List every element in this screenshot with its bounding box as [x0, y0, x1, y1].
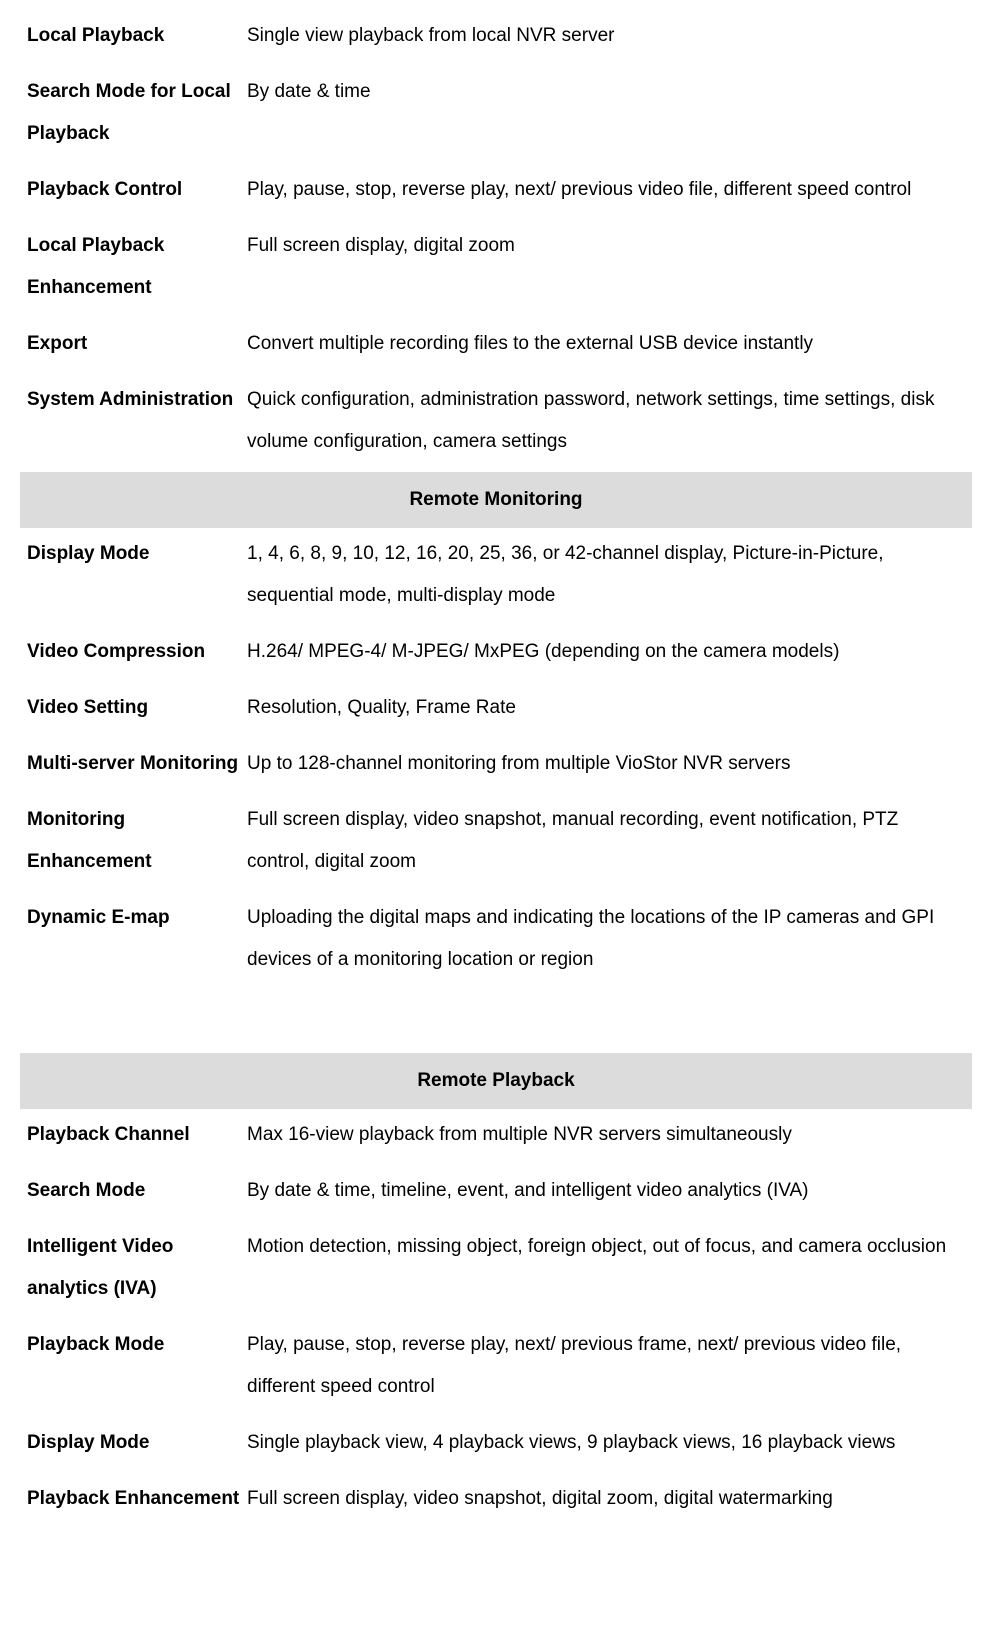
spec-row [20, 892, 972, 990]
spec-row [20, 1109, 972, 1165]
spec-label: Playback Channel [27, 1124, 190, 1145]
section-header-remote-monitoring: Remote Monitoring [20, 472, 972, 528]
spec-label: Playback Enhancement [27, 1488, 240, 1509]
spec-value: By date & time, timeline, event, and intelligent video analytics (IVA) [247, 1180, 809, 1201]
spec-label: Playback Control [27, 179, 183, 200]
spec-table [20, 10, 972, 1529]
spec-row [20, 738, 972, 794]
spec-value: Full screen display, digital zoom [247, 235, 515, 256]
spec-value: By date & time [247, 81, 371, 102]
spec-label: Monitoring Enhancement [27, 809, 152, 872]
spec-value: Max 16-view playback from multiple NVR servers simultaneously [247, 1124, 792, 1145]
spec-label: Display Mode [27, 543, 150, 564]
spec-row [20, 374, 972, 472]
spec-label: Intelligent Video analytics (IVA) [27, 1236, 174, 1299]
spec-row [20, 626, 972, 682]
spec-row [20, 164, 972, 220]
spec-value: Play, pause, stop, reverse play, next/ previous video file, different speed control [247, 179, 912, 200]
spec-label: Multi-server Monitoring [27, 753, 239, 774]
spec-value: Quick configuration, administration password, network settings, time settings, disk volume configuration, camera settings [247, 389, 935, 452]
spec-value: Full screen display, video snapshot, manual recording, event notification, PTZ control, digital zoom [247, 809, 899, 872]
spec-label: Local Playback [27, 25, 165, 46]
spec-value: Motion detection, missing object, foreign object, out of focus, and camera occlusion [247, 1236, 947, 1257]
spec-label: Export [27, 333, 88, 354]
spec-value: Uploading the digital maps and indicating the locations of the IP cameras and GPI devices of a monitoring location or region [247, 907, 935, 970]
spec-label: Dynamic E-map [27, 907, 170, 928]
section-spacer [20, 990, 972, 1053]
spec-row [20, 318, 972, 374]
spec-row [20, 1165, 972, 1221]
section-header-remote-playback: Remote Playback [20, 1053, 972, 1109]
spec-label: System Administration [27, 389, 234, 410]
spec-value: Up to 128-channel monitoring from multiple VioStor NVR servers [247, 753, 791, 774]
spec-label: Video Setting [27, 697, 149, 718]
spec-label: Local Playback Enhancement [27, 235, 165, 298]
spec-label: Playback Mode [27, 1334, 165, 1355]
spec-label: Display Mode [27, 1432, 150, 1453]
spec-row [20, 66, 972, 164]
spec-label: Video Compression [27, 641, 206, 662]
spec-label: Search Mode [27, 1180, 146, 1201]
spec-row [20, 1473, 972, 1529]
spec-value: Play, pause, stop, reverse play, next/ previous frame, next/ previous video file, different speed control [247, 1334, 902, 1397]
spec-row [20, 528, 972, 626]
spec-value: H.264/ MPEG-4/ M-JPEG/ MxPEG (depending on the camera models) [247, 641, 840, 662]
spec-row [20, 220, 972, 318]
spec-value: Single playback view, 4 playback views, 9 playback views, 16 playback views [247, 1432, 896, 1453]
spec-value: Resolution, Quality, Frame Rate [247, 697, 516, 718]
spec-value: Convert multiple recording files to the external USB device instantly [247, 333, 814, 354]
spec-row [20, 10, 972, 66]
spec-row [20, 1319, 972, 1417]
spec-value: Full screen display, video snapshot, digital zoom, digital watermarking [247, 1488, 833, 1509]
spec-row [20, 1417, 972, 1473]
spec-row [20, 682, 972, 738]
spec-label: Search Mode for Local Playback [27, 81, 231, 144]
spec-row [20, 794, 972, 892]
spec-value: 1, 4, 6, 8, 9, 10, 12, 16, 20, 25, 36, or 42-channel display, Picture-in-Picture, sequential mode, multi-display mode [247, 543, 884, 606]
spec-row [20, 1221, 972, 1319]
spec-value: Single view playback from local NVR server [247, 25, 615, 46]
